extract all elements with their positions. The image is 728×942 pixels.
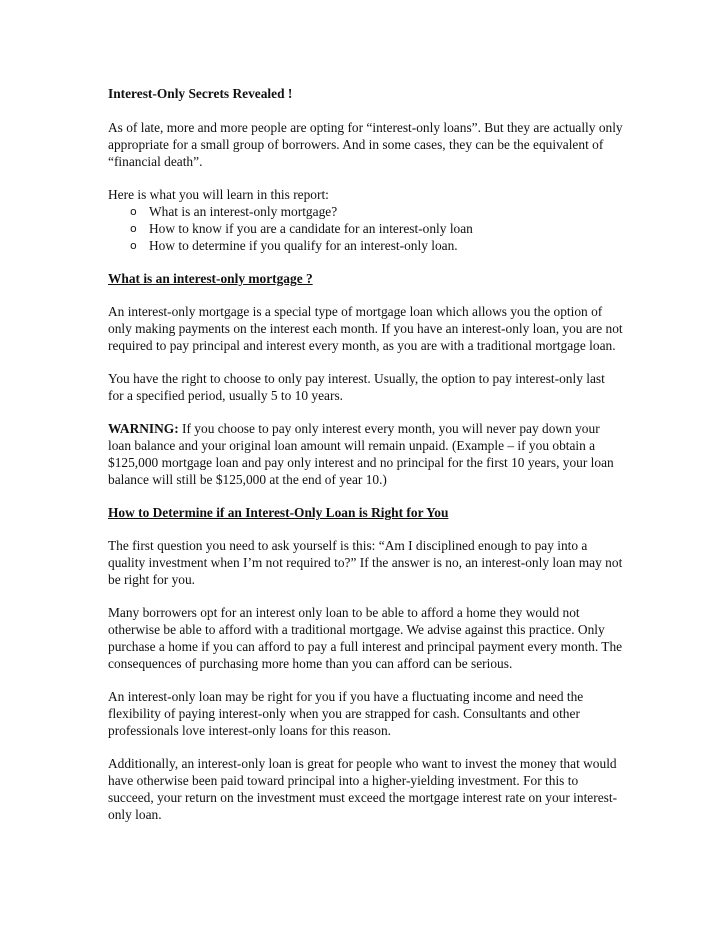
intro-paragraph: As of late, more and more people are opting for “interest-only loans”. But they are actually only appropriate for a small group of borrowers. And in some cases, they can be the equivalent of “financial death”. [108, 120, 623, 169]
toc-item-label: How to determine if you qualify for an interest-only loan. [149, 238, 458, 253]
section-heading-how-to-determine: How to Determine if an Interest-Only Loan is Right for You [108, 505, 449, 520]
table-of-contents [108, 203, 623, 254]
document-page [108, 85, 623, 839]
learn-intro: Here is what you will learn in this report: [108, 187, 329, 202]
warning-text: If you choose to pay only interest every month, you will never pay down your loan balance and your original loan amount will remain unpaid. (Example – if you obtain a $125,000 mortgage loan and pay only interest and no principal for the first 10 years, your loan balance will still be $125,000 at the end of year 10.) [108, 421, 614, 487]
toc-item [130, 203, 623, 220]
body-paragraph: An interest-only loan may be right for you if you have a fluctuating income and need the flexibility of paying interest-only when you are strapped for cash. Consultants and other professionals love interest-only loans for this reason. [108, 689, 584, 738]
body-paragraph: The first question you need to ask yourself is this: “Am I disciplined enough to pay into a quality investment when I’m not required to?” If the answer is no, an interest-only loan may not be right for you. [108, 538, 623, 587]
document-title: Interest-Only Secrets Revealed ! [108, 86, 293, 101]
section-heading-what-is: What is an interest-only mortgage ? [108, 271, 313, 286]
body-paragraph: An interest-only mortgage is a special type of mortgage loan which allows you the option of only making payments on the interest each month. If you have an interest-only loan, you are not required to pay principal and interest every month, as you are with a traditional mortgage loan. [108, 304, 623, 353]
toc-item-label: What is an interest-only mortgage? [149, 204, 338, 219]
body-paragraph: Additionally, an interest-only loan is great for people who want to invest the money that would have otherwise been paid toward principal into a higher-yielding investment. For this to succeed, your return on the investment must exceed the mortgage interest rate on your interest-only loan. [108, 756, 618, 822]
toc-item [130, 220, 623, 237]
warning-label: WARNING: [108, 421, 179, 436]
warning-paragraph [108, 420, 623, 488]
body-paragraph: Many borrowers opt for an interest only loan to be able to afford a home they would not otherwise be able to afford with a traditional mortgage. We advise against this practice. Only purchase a home if you can afford to pay a full interest and principal payment every month. The consequences of purchasing more home than you can afford can be serious. [108, 605, 623, 671]
toc-item [130, 237, 623, 254]
circle-bullet-icon: o [130, 239, 137, 252]
circle-bullet-icon: o [130, 205, 137, 218]
toc-item-label: How to know if you are a candidate for an interest-only loan [149, 221, 473, 236]
circle-bullet-icon: o [130, 222, 137, 235]
body-paragraph: You have the right to choose to only pay interest. Usually, the option to pay interest-only last for a specified period, usually 5 to 10 years. [108, 371, 605, 403]
